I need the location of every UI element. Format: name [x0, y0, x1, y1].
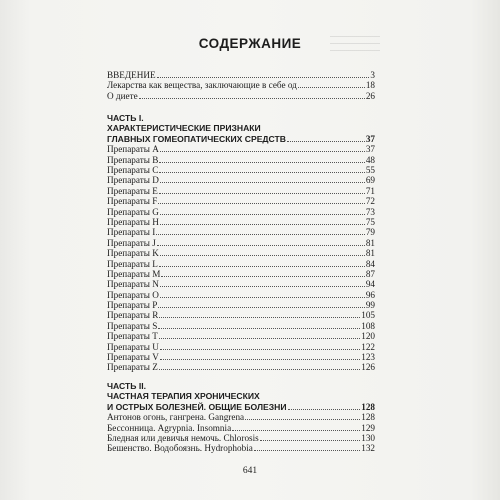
toc-entry: О диете 26 [107, 90, 375, 101]
dot-leader [160, 349, 360, 350]
dot-leader [160, 359, 360, 360]
entry-page-number: 84 [365, 258, 375, 269]
entry-label: Препараты D [107, 175, 159, 186]
entry-label: Препараты H [107, 216, 159, 227]
dot-leader [159, 369, 360, 370]
entry-label: Препараты A [107, 144, 159, 155]
entry-page-number: 71 [365, 185, 375, 196]
entry-page-number: 55 [365, 164, 375, 175]
toc-entry: ВВЕДЕНИЕ 3 [107, 70, 375, 80]
entry-label: Препараты B [107, 154, 159, 165]
entry-label: Препараты R [107, 310, 159, 321]
toc-entry [107, 207, 375, 217]
toc-part-1 [107, 113, 375, 373]
dot-leader [260, 440, 360, 441]
entry-label: Препараты G [107, 206, 159, 217]
toc-entry [107, 433, 375, 443]
dot-leader [159, 317, 360, 318]
entry-label: Препараты N [107, 279, 159, 290]
dot-leader [156, 234, 365, 235]
toc-entry [107, 196, 375, 206]
entry-label: Препараты C [107, 164, 159, 175]
dot-leader [158, 328, 360, 329]
dot-leader [157, 245, 365, 246]
entry-label: Препараты M [107, 268, 161, 279]
entry-page-number: 108 [361, 320, 375, 331]
toc-entry [107, 310, 375, 320]
dot-leader [159, 338, 360, 339]
toc-entry [107, 423, 375, 433]
toc-entry [107, 331, 375, 341]
entry-label: Препараты O [107, 289, 159, 300]
dot-leader [160, 151, 365, 152]
dot-leader [160, 286, 365, 287]
entry-label: Антонов огонь, гангрена. Gangrena [107, 412, 245, 423]
entry-page-number: 73 [365, 206, 375, 217]
entry-label: Бешенство. Водобоязнь. Hydrophobia [107, 443, 253, 454]
entry-page-number: 72 [365, 196, 375, 207]
toc-entry [107, 248, 375, 258]
entry-label: Препараты E [107, 185, 158, 196]
entry-page-number: 129 [361, 422, 375, 433]
toc-entry [107, 144, 375, 154]
entry-page-number: 81 [365, 248, 375, 259]
dot-leader [232, 430, 360, 431]
entry-page-number: 69 [365, 175, 375, 186]
dot-leader [160, 255, 365, 256]
toc-entry [107, 300, 375, 310]
dot-leader [161, 276, 364, 277]
entry-page-number: 75 [365, 216, 375, 227]
toc-entry [107, 443, 375, 453]
entry-label: Бледная или девичья немочь. Chlorosis [107, 432, 259, 443]
entry-page-number: 120 [361, 331, 375, 342]
toc-entry [107, 175, 375, 185]
toc-entry: Лекарства как вещества, заключающие в себе од 18 [107, 80, 375, 91]
entry-page-number: 122 [361, 341, 375, 352]
entry-page-number: 37 [365, 144, 375, 155]
part-1-title-entry: ГЛАВНЫХ ГОМЕОПАТИЧЕСКИХ СРЕДСТВ 37 [107, 133, 375, 144]
toc-part-2 [107, 381, 375, 454]
entry-label: Препараты L [107, 258, 158, 269]
entry-page-number: 79 [365, 227, 375, 238]
toc-entry [107, 362, 375, 372]
entry-label: Препараты P [107, 300, 158, 311]
dot-leader [159, 193, 365, 194]
part-2-heading: ЧАСТЬ II. [107, 381, 146, 391]
entry-page-number: 132 [361, 443, 375, 454]
page-number: 641 [242, 466, 258, 476]
toc-entry [107, 217, 375, 227]
entry-page-number: 126 [361, 362, 375, 373]
entry-page-number: 81 [365, 237, 375, 248]
part-2-subheading: ЧАСТНАЯ ТЕРАПИЯ ХРОНИЧЕСКИХ [107, 391, 260, 402]
toc-entry [107, 352, 375, 362]
toc-entry [107, 412, 375, 422]
entry-label: Препараты U [107, 341, 159, 352]
page-title: СОДЕРЖАНИЕ [198, 36, 302, 51]
dot-leader [254, 450, 360, 451]
entry-page-number: 87 [365, 268, 375, 279]
part-1-entries [107, 144, 375, 373]
entry-label: Препараты I [107, 227, 156, 238]
dot-leader [158, 307, 364, 308]
entry-label: Препараты J [107, 237, 156, 248]
dot-leader [159, 172, 364, 173]
entry-page-number: 128 [361, 412, 375, 423]
toc-entry [107, 259, 375, 269]
toc-entry [107, 165, 375, 175]
toc-entry [107, 321, 375, 331]
entry-label: Препараты V [107, 352, 159, 363]
toc-entry [107, 279, 375, 289]
dot-leader [158, 203, 364, 204]
entry-label: Препараты T [107, 331, 158, 342]
toc-entry [107, 342, 375, 352]
dot-leader [160, 224, 365, 225]
part-1-subheading: ХАРАКТЕРИСТИЧЕСКИЕ ПРИЗНАКИ [107, 123, 261, 134]
toc-entry [107, 269, 375, 279]
entry-page-number: 48 [365, 154, 375, 165]
entry-label: Препараты K [107, 248, 159, 259]
entry-label: Препараты S [107, 320, 158, 331]
dot-leader [159, 266, 365, 267]
dot-leader [160, 214, 365, 215]
toc-entry [107, 290, 375, 300]
part-1-heading: ЧАСТЬ I. [107, 113, 144, 123]
toc-entry [107, 227, 375, 237]
toc-entry [107, 238, 375, 248]
toc-entry [107, 155, 375, 165]
entry-page-number: 123 [361, 352, 375, 363]
dot-leader [245, 419, 360, 420]
part-2-title-entry: И ОСТРЫХ БОЛЕЗНЕЙ. ОБЩИЕ БОЛЕЗНИ 128 [107, 401, 375, 412]
entry-page-number: 99 [365, 300, 375, 311]
entry-page-number: 130 [361, 432, 375, 443]
part-2-entries [107, 412, 375, 454]
toc-intro [107, 70, 375, 101]
entry-page-number: 94 [365, 279, 375, 290]
entry-label: Бессонница. Agrypnia. Insomnia [107, 422, 232, 433]
entry-page-number: 96 [365, 289, 375, 300]
dot-leader [160, 182, 365, 183]
dot-leader [160, 297, 365, 298]
entry-label: Препараты Z [107, 362, 158, 373]
entry-label: Препараты F [107, 196, 158, 207]
entry-page-number: 105 [361, 310, 375, 321]
toc-entry [107, 186, 375, 196]
dot-leader [159, 162, 364, 163]
